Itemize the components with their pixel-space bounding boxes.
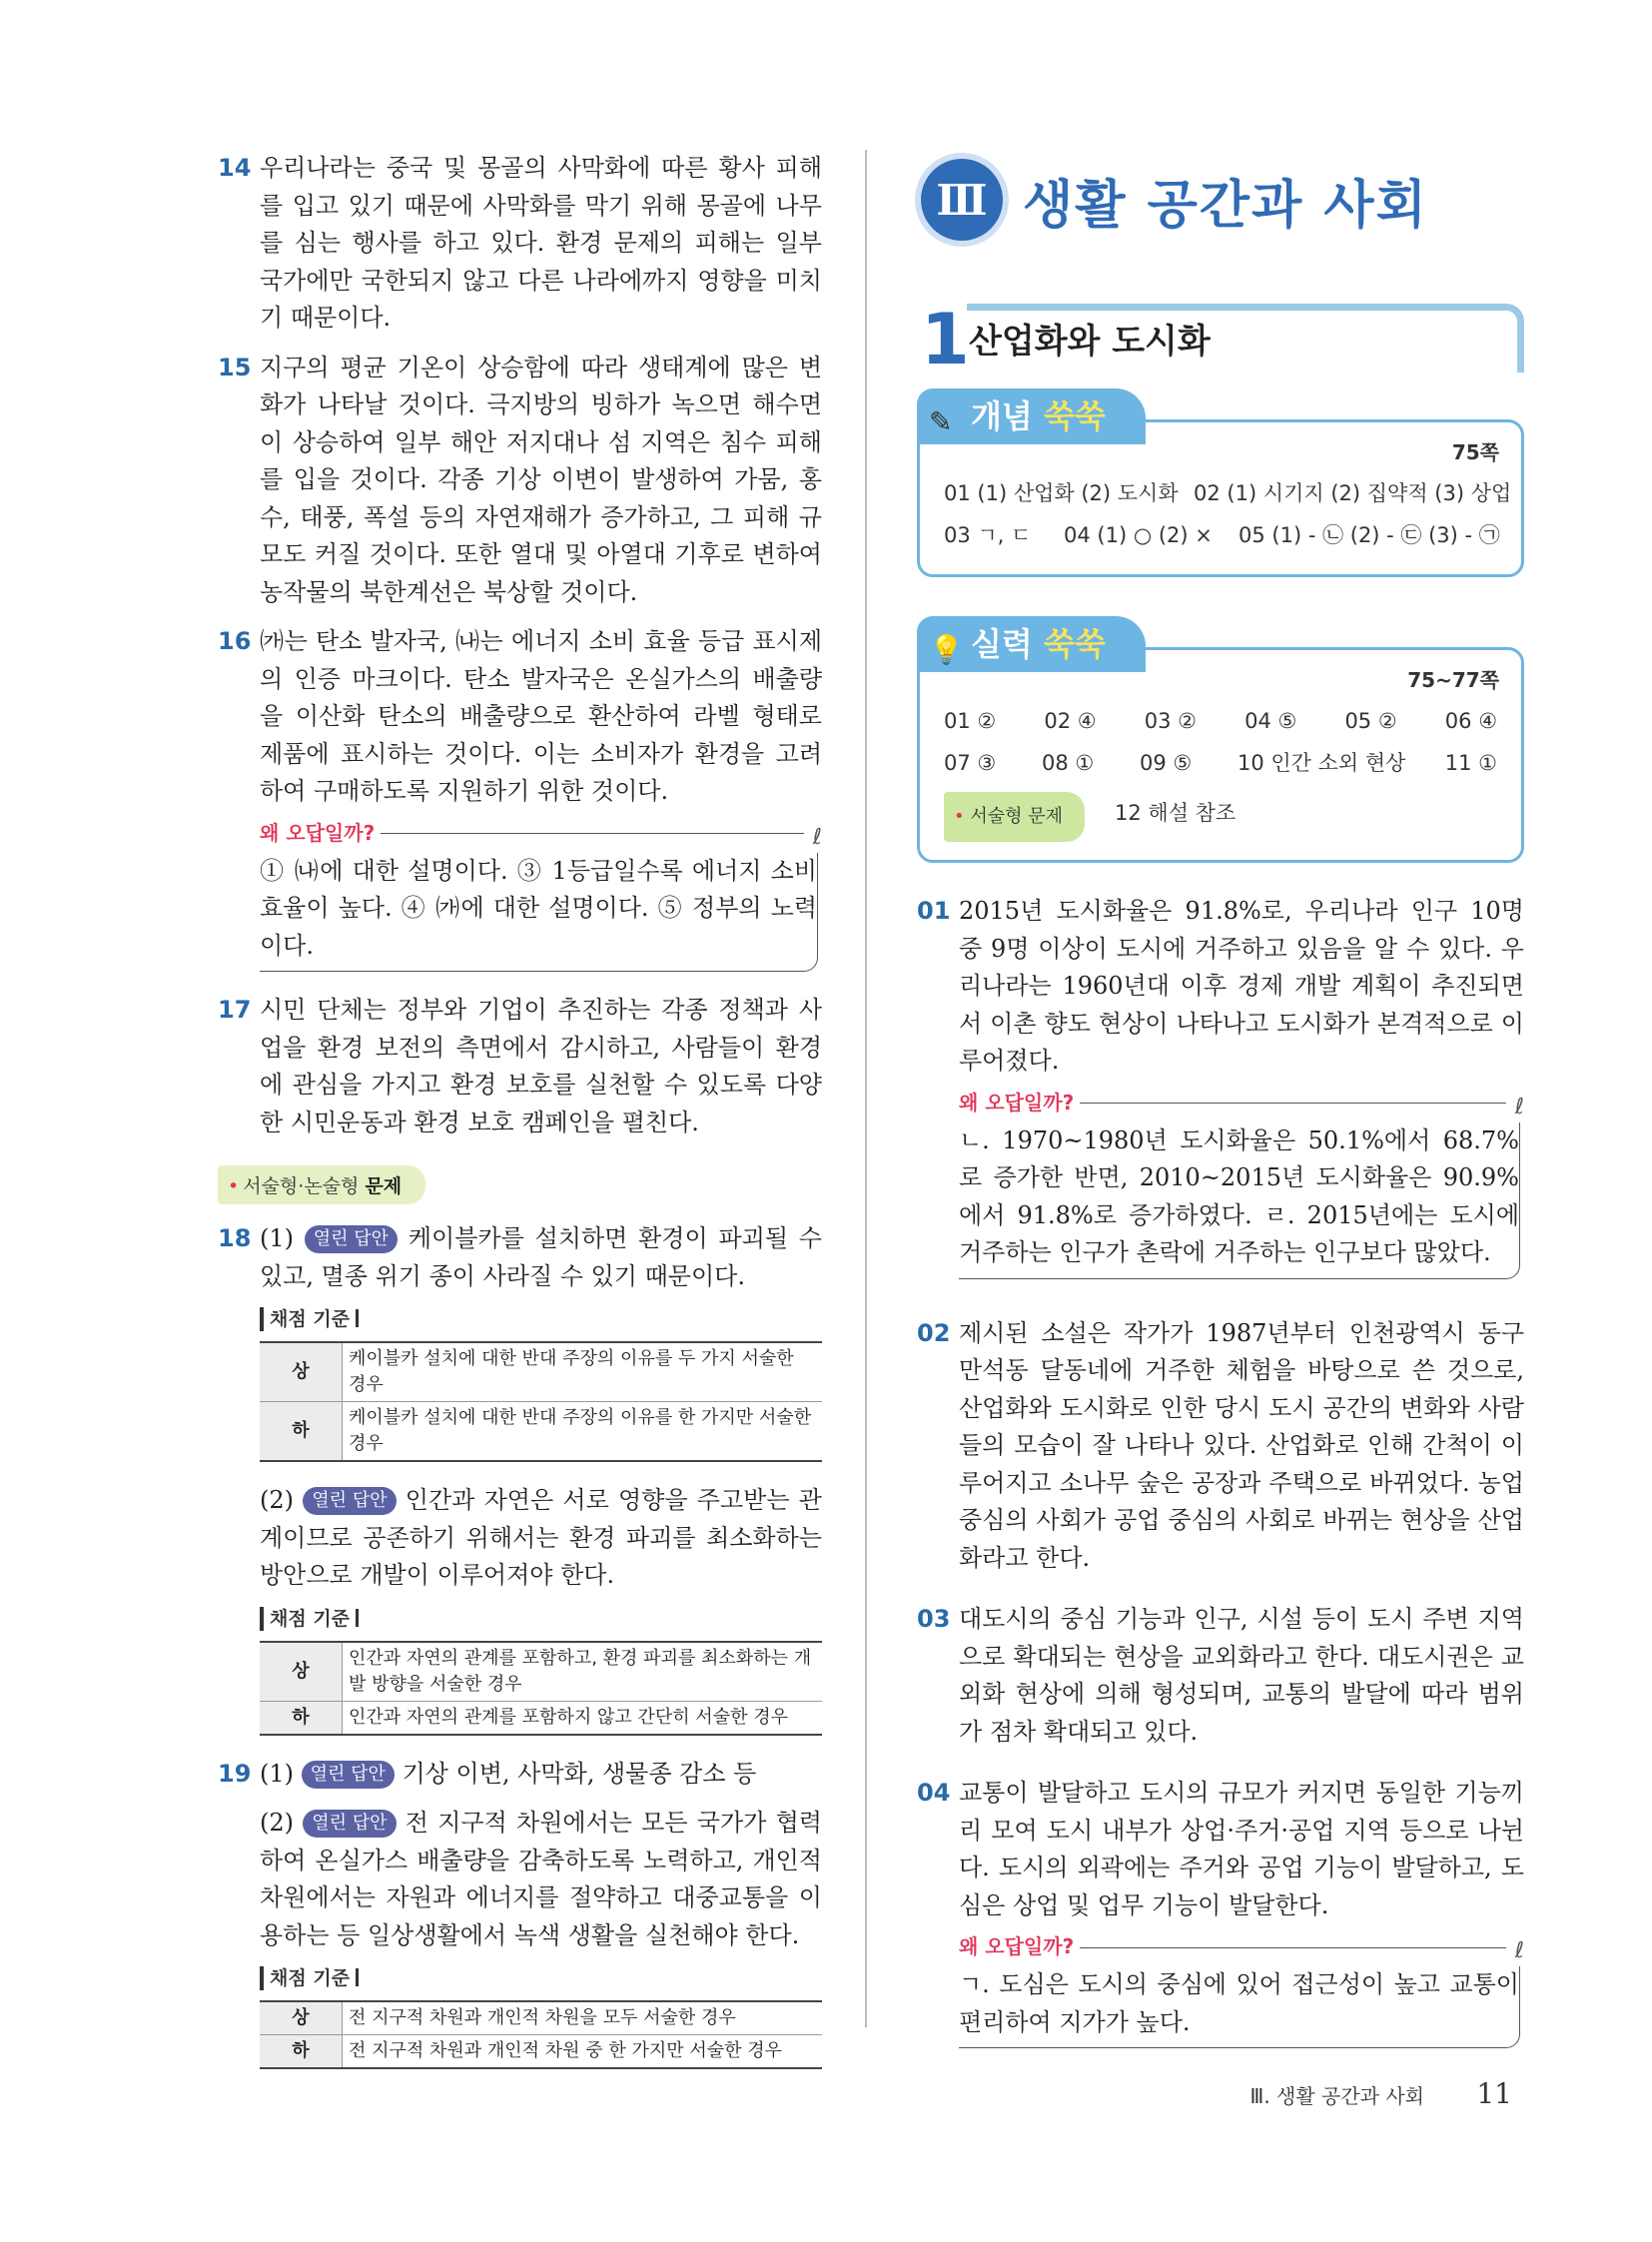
answer-text: 기상 이변, 사막화, 생물종 감소 등 <box>402 1759 757 1788</box>
why-wrong-text: ㄴ. 1970~1980년 도시화율은 50.1%에서 68.7%로 증가한 반면, 2010~2015년 도시화율은 90.9%에서 91.8%로 증가하였다. ㄹ. 2015년에는 도시에 거주하는 인구가 촌락에 거주하는 인구보다 많았다. <box>959 1122 1520 1279</box>
skill-tab: 💡 실력 쑥쑥 <box>917 616 1146 672</box>
answer-row: 03 ㄱ, ㄷ 04 (1) ○ (2) × 05 (1) - ㉡ (2) - ㉢ (3) - ㉠ <box>944 523 1500 547</box>
part-label: (2) <box>260 1486 294 1514</box>
answer-text: 대도시의 중심 기능과 인구, 시설 등이 도시 주변 지역으로 확대되는 현상을 교외화라고 한다. 대도시권은 교외화 현상에 의해 형성되며, 교통의 발달에 따라 범위가 점차 확대되고 있다. <box>959 1605 1524 1746</box>
curl-icon: ℓ <box>1514 1938 1524 1963</box>
essay-tag-suffix: 문제 <box>365 1175 403 1197</box>
answer-text: 인간과 자연은 서로 영향을 주고받는 관계이므로 공존하기 위해서는 환경 파괴를 최소화하는 방안으로 개발이 이루어져야 한다. <box>260 1486 822 1589</box>
criteria-table <box>260 1641 822 1736</box>
answer-text: 시민 단체는 정부와 기업이 추진하는 각종 정책과 사업을 환경 보전의 측면에서 감시하고, 사람들이 환경에 관심을 가지고 환경 보호를 실천할 수 있도록 다양한 시민운동과 환경 보호 캠페인을 펼친다. <box>260 996 822 1136</box>
footer-section-label: Ⅲ. 생활 공간과 사회 <box>1249 2084 1424 2108</box>
why-wrong-label: 왜 오답일까? <box>959 1090 1075 1115</box>
answer-text: 케이블카를 설치하면 환경이 파괴될 수 있고, 멸종 위기 종이 사라질 수 있기 때문이다. <box>260 1224 822 1290</box>
explanation-03 <box>917 1601 1524 1751</box>
table-row: 상 케이블카 설치에 대한 반대 주장의 이유를 두 가지 서술한 경우 <box>260 1342 822 1402</box>
criteria-block-18-2 <box>218 1607 822 1736</box>
why-wrong-label: 왜 오답일까? <box>959 1934 1075 1959</box>
question-number: 19 <box>218 1759 252 1788</box>
right-column <box>917 150 1524 2060</box>
answer-18 <box>218 1220 822 1295</box>
part-label: (1) <box>260 1224 294 1252</box>
answer-text: ㈎는 탄소 발자국, ㈏는 에너지 소비 효율 등급 표시제의 인증 마크이다. 탄소 발자국은 온실가스의 배출량을 이산화 탄소의 배출량으로 환산하여 라벨 형태로 제품에 표시하는 것이다. 이는 소비자가 환경을 고려하여 구매하도록 지원하기 위한 것이다. <box>260 627 822 805</box>
explanation-02 <box>917 1315 1524 1578</box>
curl-icon: ℓ <box>812 824 822 850</box>
open-answer-badge: 열린 답안 <box>303 1810 396 1838</box>
open-answer-badge: 열린 답안 <box>302 1761 395 1789</box>
part-label: (2) <box>260 1809 294 1837</box>
question-number: 17 <box>218 996 252 1024</box>
criteria-label: 채점 기준 <box>260 1607 822 1631</box>
answer-text: 제시된 소설은 작가가 1987년부터 인천광역시 동구 만석동 달동네에 거주한 체험을 바탕으로 쓴 것으로, 산업화와 도시화로 인한 당시 도시 공간의 변화와 사람들의 모습이 잘 나타나 있다. 산업화로 인해 간척이 이루어지고 소나무 숲은 공장과 주택으로 바뀌었다. 농업 중심의 사회가 공업 중심의 사회로 바뀌는 현상을 산업화라고 한다. <box>959 1318 1524 1572</box>
table-row: 하 케이블카 설치에 대한 반대 주장의 이유를 한 가지만 서술한 경우 <box>260 1402 822 1462</box>
section-title: 산업화와 도시화 <box>969 322 1211 362</box>
question-number: 02 <box>917 1318 951 1347</box>
open-answer-badge: 열린 답안 <box>305 1225 398 1253</box>
why-wrong-box <box>959 1085 1524 1279</box>
curl-icon: ℓ <box>1514 1094 1524 1120</box>
chapter-header <box>917 150 1524 250</box>
answer-18-2 <box>218 1482 822 1595</box>
skill-answer-box <box>917 625 1524 863</box>
mascot-icon: ✎ <box>929 405 953 438</box>
page-footer <box>1250 2077 1512 2110</box>
answer-text: 교통이 발달하고 도시의 규모가 커지면 동일한 기능끼리 모여 도시 내부가 상업·주거·공업 지역 등으로 나뉜다. 도시의 외곽에는 주거와 공업 기능이 발달하고, 도심은 상업 및 업무 기능이 발달한다. <box>959 1779 1524 1919</box>
page-number: 11 <box>1476 2077 1512 2110</box>
answer-text: 지구의 평균 기온이 상승함에 따라 생태계에 많은 변화가 나타날 것이다. 극지방의 빙하가 녹으면 해수면이 상승하여 일부 해안 저지대나 섬 지역은 침수 피해를 입을 것이다. 각종 기상 이변이 발생하여 가뭄, 홍수, 태풍, 폭설 등의 자연재해가 증가하고, 그 피해 규모도 커질 것이다. 또한 열대 및 아열대 기후로 변하여 농작물의 북한계선은 북상할 것이다. <box>260 353 822 606</box>
chapter-title: 생활 공간과 사회 <box>1023 175 1428 236</box>
table-row: 상 인간과 자연의 관계를 포함하고, 환경 파괴를 최소화하는 개발 방향을 서술한 경우 <box>260 1642 822 1702</box>
explanation-04 <box>917 1775 1524 2048</box>
criteria-block-18-1 <box>218 1307 822 1462</box>
why-wrong-text: ① ㈏에 대한 설명이다. ③ 1등급일수록 에너지 소비 효율이 높다. ④ ㈎에 대한 설명이다. ⑤ 정부의 노력이다. <box>260 853 818 973</box>
question-number: 18 <box>218 1224 252 1252</box>
concept-tab: ✎ 개념 쑥쑥 <box>917 388 1146 444</box>
criteria-label: 채점 기준 <box>260 1966 822 1990</box>
answer-19-2 <box>218 1805 822 1954</box>
answer-16 <box>218 623 822 972</box>
why-wrong-box <box>260 815 822 973</box>
page-ref: 75~77쪽 <box>1407 668 1499 692</box>
question-number: 16 <box>218 627 252 655</box>
open-answer-badge: 열린 답안 <box>303 1487 396 1515</box>
question-number: 15 <box>218 353 252 381</box>
criteria-label: 채점 기준 <box>260 1307 822 1331</box>
criteria-block-19 <box>218 1966 822 2069</box>
question-number: 14 <box>218 154 252 182</box>
column-divider <box>865 150 867 2027</box>
answer-text: 전 지구적 차원에서는 모든 국가가 협력하여 온실가스 배출량을 감축하도록 노력하고, 개인적 차원에서는 자원과 에너지를 절약하고 대중교통을 이용하는 등 일상생활에서 녹색 생활을 실천해야 한다. <box>260 1809 822 1949</box>
answer-15 <box>218 350 822 612</box>
criteria-table <box>260 2000 822 2069</box>
answer-row: 07 ③ 08 ① 09 ⑤ 10 인간 소외 현상 11 ① <box>944 751 1497 775</box>
page-ref: 75쪽 <box>1451 440 1499 464</box>
why-wrong-label: 왜 오답일까? <box>260 820 376 845</box>
explanation-01 <box>917 893 1524 1279</box>
essay-answer-row: • 서술형 문제 12 해설 참조 <box>944 792 1497 842</box>
question-number: 04 <box>917 1779 951 1807</box>
essay-tag: • 서술형 문제 <box>944 792 1085 842</box>
section-number: 1 <box>921 299 970 380</box>
answer-row: 01 ② 02 ④ 03 ② 04 ⑤ 05 ② 06 ④ <box>944 709 1498 733</box>
answer-19 <box>218 1756 822 1794</box>
why-wrong-text: ㄱ. 도심은 도시의 중심에 있어 접근성이 높고 교통이 편리하여 지가가 높다. <box>959 1966 1520 2048</box>
answer-text: 우리나라는 중국 및 몽골의 사막화에 따른 황사 피해를 입고 있기 때문에 사막화를 막기 위해 몽골에 나무를 심는 행사를 하고 있다. 환경 문제의 피해는 일부 국가에만 국한되지 않고 다른 나라에까지 영향을 미치기 때문이다. <box>260 154 822 332</box>
lightbulb-icon: 💡 <box>929 633 964 666</box>
criteria-table <box>260 1341 822 1462</box>
part-label: (1) <box>260 1759 294 1788</box>
table-row: 상 전 지구적 차원과 개인적 차원을 모두 서술한 경우 <box>260 2001 822 2035</box>
why-wrong-box <box>959 1928 1524 2048</box>
question-number: 01 <box>917 897 951 925</box>
section-header <box>917 300 1524 379</box>
answer-text: 2015년 도시화율은 91.8%로, 우리나라 인구 10명 중 9명 이상이 도시에 거주하고 있음을 알 수 있다. 우리나라는 1960년대 이후 경제 개발 계획이 추진되면서 이촌 향도 현상이 나타나고 도시화가 본격적으로 이루어졌다. <box>959 897 1524 1075</box>
question-number: 03 <box>917 1605 951 1633</box>
table-row: 하 전 지구적 차원과 개인적 차원 중 한 가지만 서술한 경우 <box>260 2035 822 2069</box>
answer-17 <box>218 992 822 1141</box>
essay-tag-prefix: 서술형·논술형 <box>243 1175 360 1197</box>
concept-answer-box <box>917 397 1524 577</box>
answer-row: 01 (1) 산업화 (2) 도시화 02 (1) 시기지 (2) 집약적 (3) 상업 <box>944 481 1512 505</box>
essay-section-tag: • 서술형·논술형 문제 <box>218 1165 425 1204</box>
chapter-roman-badge: Ⅲ <box>921 159 1003 241</box>
table-row: 하 인간과 자연의 관계를 포함하지 않고 간단히 서술한 경우 <box>260 1701 822 1735</box>
answer-14 <box>218 150 822 338</box>
left-column <box>218 150 822 2089</box>
